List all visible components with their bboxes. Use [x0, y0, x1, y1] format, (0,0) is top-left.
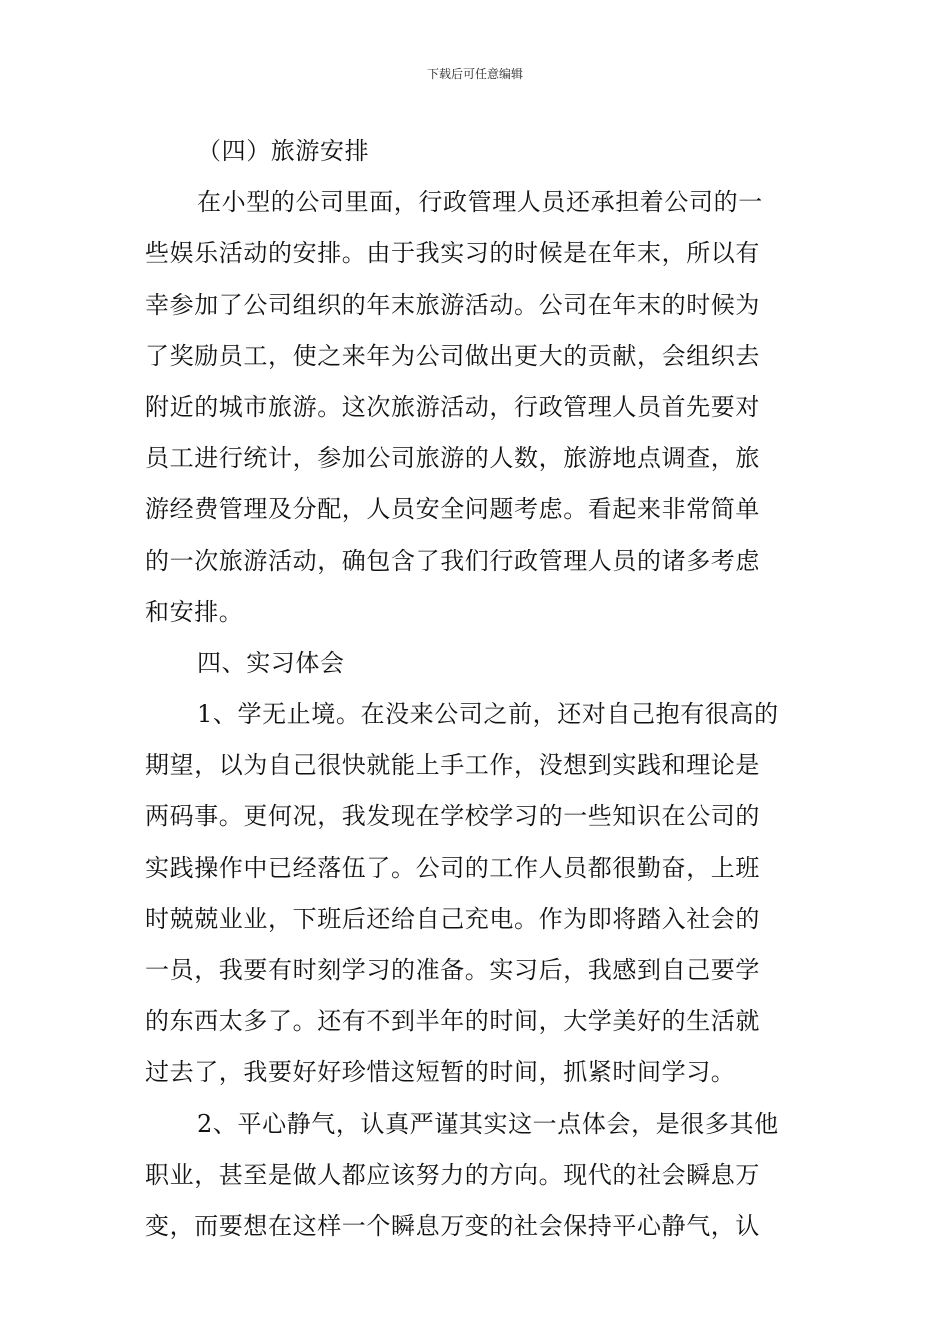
paragraph-tour	[145, 177, 807, 638]
paragraph-line: 的一次旅游活动，确包含了我们行政管理人员的诸多考虑	[145, 546, 760, 575]
paragraph-line: 实践操作中已经落伍了。公司的工作人员都很勤奋，上班	[145, 853, 760, 882]
paragraph-line: 2、平心静气，认真严谨其实这一点体会，是很多其他	[197, 1109, 779, 1138]
section-heading-tour: （四）旅游安排	[197, 137, 370, 165]
paragraph-line: 1、学无止境。在没来公司之前，还对自己抱有很高的	[197, 700, 779, 729]
page-header-note: 下载后可任意编辑	[426, 67, 523, 81]
paragraph-line: 期望，以为自己很快就能上手工作，没想到实践和理论是	[145, 751, 760, 780]
paragraph-line: 游经费管理及分配，人员安全问题考虑。看起来非常简单	[145, 495, 760, 524]
paragraph-line: 在小型的公司里面，行政管理人员还承担着公司的一	[197, 188, 763, 217]
paragraph-line: 些娱乐活动的安排。由于我实习的时候是在年末，所以有	[145, 239, 760, 268]
paragraph-line: 幸参加了公司组织的年末旅游活动。公司在年末的时候为	[145, 290, 760, 319]
section-heading-experience: 四、实习体会	[197, 648, 345, 677]
paragraph-line: 一员，我要有时刻学习的准备。实习后，我感到自己要学	[145, 956, 760, 984]
paragraph-line: 附近的城市旅游。这次旅游活动，行政管理人员首先要对	[145, 392, 760, 421]
paragraph-line: 员工进行统计，参加公司旅游的人数，旅游地点调查，旅	[145, 444, 760, 473]
paragraph-experience-1	[145, 689, 807, 1099]
paragraph-experience-2	[145, 1099, 807, 1253]
paragraph-line: 的东西太多了。还有不到半年的时间，大学美好的生活就	[145, 1007, 760, 1036]
paragraph-line: 职业，甚至是做人都应该努力的方向。现代的社会瞬息万	[145, 1160, 760, 1189]
paragraph-line: 和安排。	[145, 597, 244, 626]
document-body	[145, 126, 807, 1252]
paragraph-line: 变，而要想在这样一个瞬息万变的社会保持平心静气，认	[145, 1211, 760, 1240]
paragraph-line: 过去了，我要好好珍惜这短暂的时间，抓紧时间学习。	[145, 1058, 736, 1087]
paragraph-line: 了奖励员工，使之来年为公司做出更大的贡献，会组织去	[145, 341, 760, 370]
paragraph-line: 两码事。更何况，我发现在学校学习的一些知识在公司的	[145, 802, 760, 831]
paragraph-line: 时兢兢业业，下班后还给自己充电。作为即将踏入社会的	[145, 904, 760, 933]
